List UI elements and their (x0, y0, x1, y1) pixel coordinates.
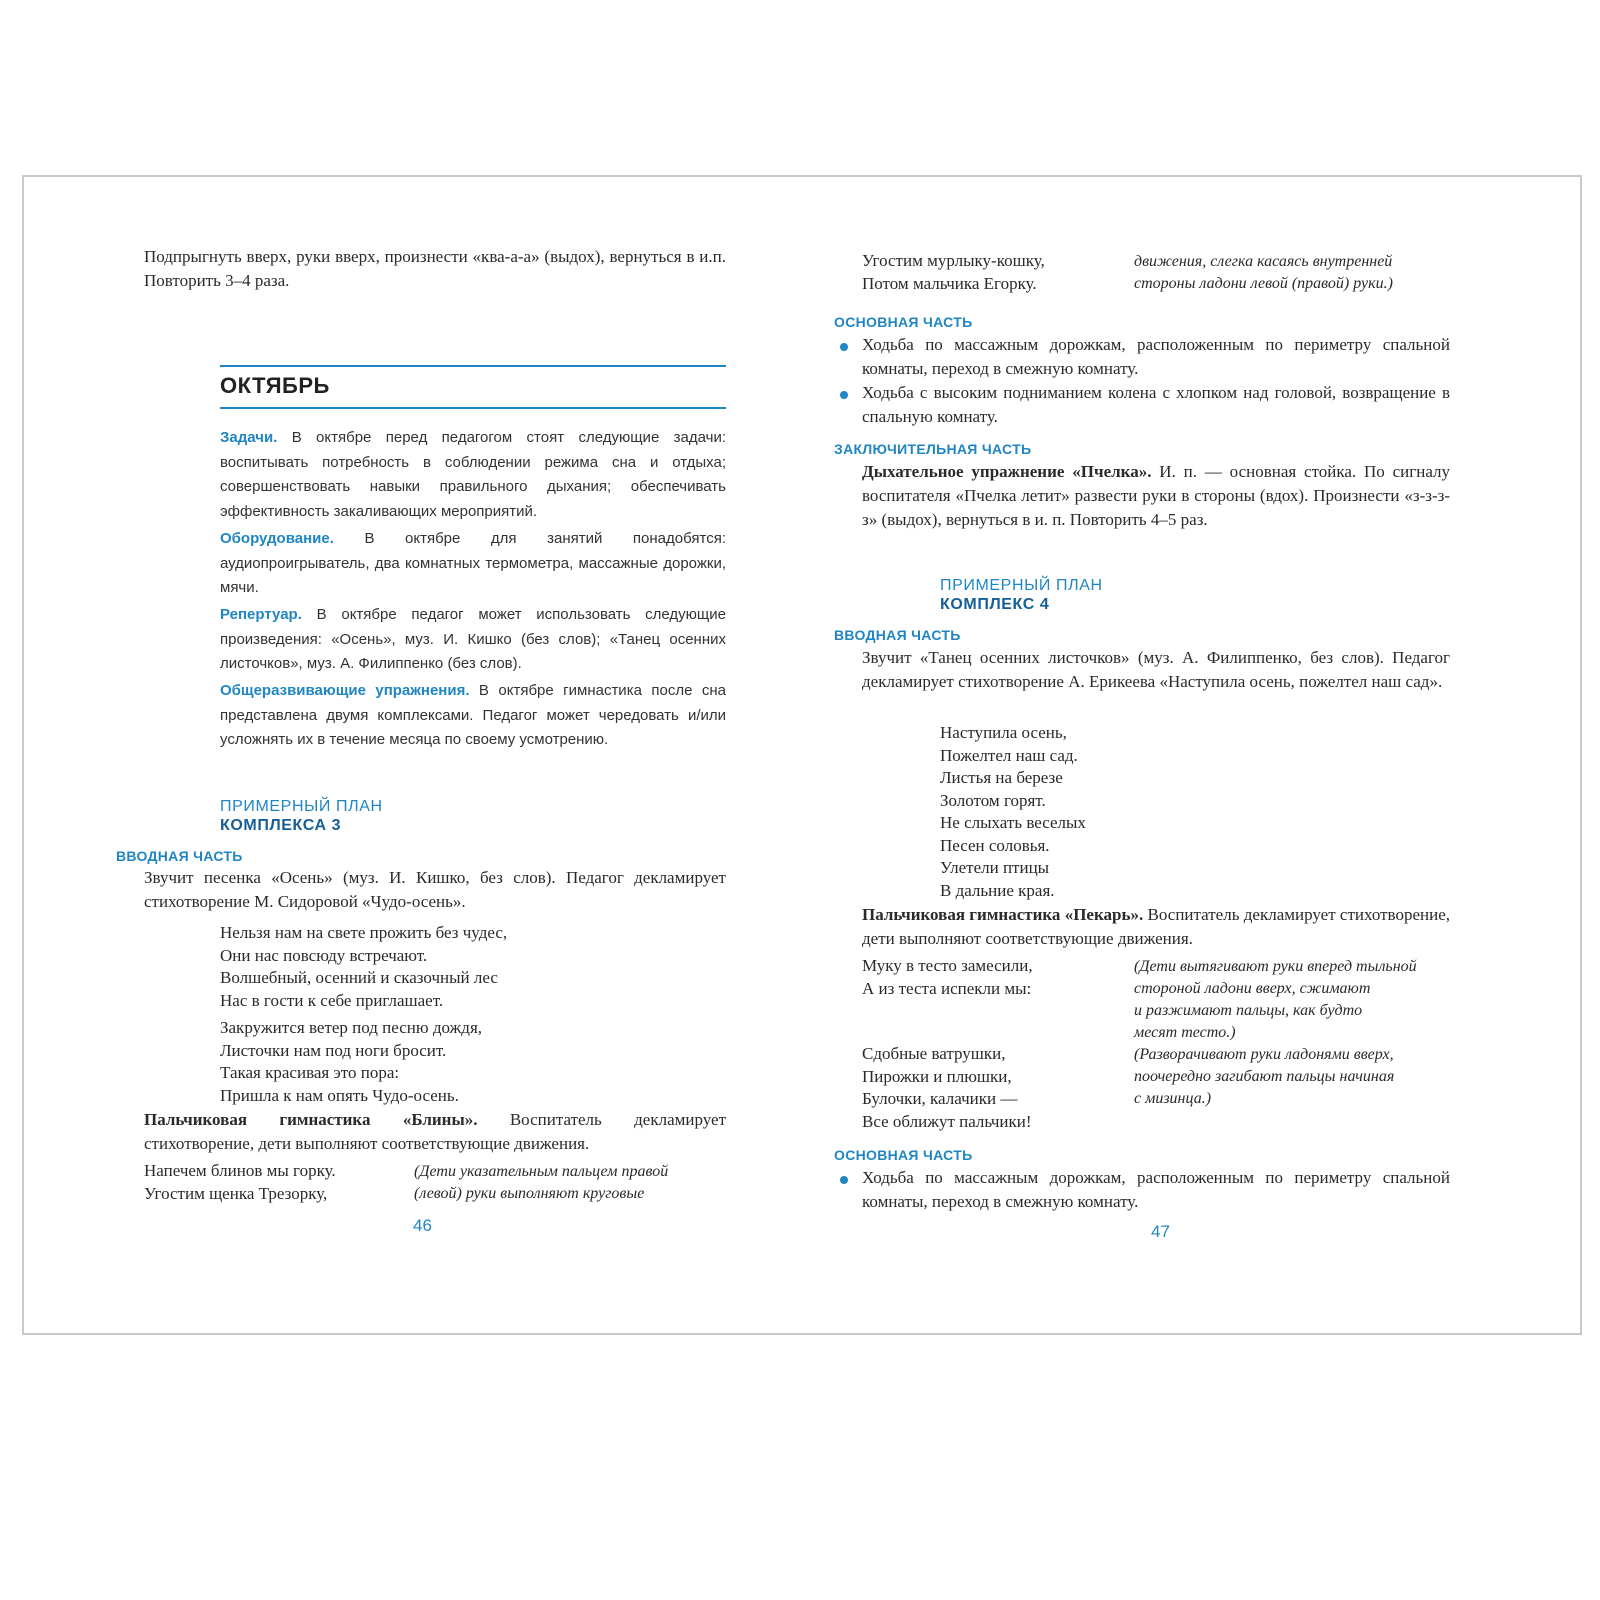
poem-line: Листочки нам под ноги бросит. (220, 1040, 447, 1060)
poem-line: Не слыхать веселых (940, 813, 1086, 832)
rhyme-line: Угостим щенка Трезорку, (144, 1183, 328, 1203)
note-line: (Разворачивают руки ладонями вверх, (1134, 1046, 1394, 1063)
note-line: месят тесто.) (1134, 1024, 1236, 1041)
rhyme-line: Сдобные ватрушки, (862, 1044, 1006, 1063)
rhyme-line: Булочки, калачики — (862, 1089, 1018, 1108)
exercises-paragraph (220, 679, 726, 753)
book-spread (22, 175, 1582, 1335)
finger-gym-note (414, 1161, 668, 1205)
poem-line: Пришла к нам опять Чудо-осень. (220, 1085, 459, 1105)
note-line: движения, слегка касаясь внутренней (1134, 253, 1393, 270)
intro-part-text: Звучит «Танец осенних листочков» (муз. А. Филиппенко, без слов). Педагог декламирует стихотворение А. Ерикеева «Наступила осень, пожелтел наш сад». (862, 648, 1450, 691)
plan-subtitle: КОМПЛЕКС 4 (940, 596, 1050, 613)
finger-gym-text: Воспитатель декламирует стихотворение, дети выполняют соответствующие движения. (144, 1110, 726, 1153)
repertoire-label: Репертуар. (220, 606, 302, 623)
bullet-icon (840, 1176, 848, 1184)
finger-gym-lines (144, 1160, 336, 1205)
tasks-paragraph (220, 426, 726, 524)
rhyme-line: Пирожки и плюшки, (862, 1066, 1012, 1086)
poem-line: Пожелтел наш сад. (940, 745, 1078, 765)
intro-part-label: ВВОДНАЯ ЧАСТЬ (834, 627, 961, 643)
exercises-label: Общеразвивающие упражнения. (220, 682, 470, 699)
poem-line: Волшебный, осенний и сказочный лес (220, 968, 498, 987)
exercises-text: В октябре гимнастика после сна представлена двумя комплексами. Педагог может чередовать и/или усложнять их в течение месяца по своему усмотрению. (220, 682, 726, 748)
poem-line: Песен соловья. (940, 835, 1050, 855)
poem-line: Улетели птицы (940, 858, 1050, 877)
tasks-label: Задачи. (220, 429, 278, 446)
plan-title: ПРИМЕРНЫЙ ПЛАН (220, 798, 383, 815)
finger-gym-paragraph (862, 903, 1450, 951)
bullet-icon (840, 391, 848, 399)
main-part-item-1: Ходьба по массажным дорожкам, расположенным по периметру спальной комнаты, переход в смежную комнату. (862, 335, 1450, 378)
intro-part-text: Звучит песенка «Осень» (муз. И. Кишко, без слов). Педагог декламирует стихотворение М. Сидоровой «Чудо-осень». (144, 868, 726, 911)
poem-line: Такая красивая это пора: (220, 1063, 400, 1082)
tasks-text: В октябре перед педагогом стоят следующие задачи: воспитывать потребность в соблюдении режима сна и отдыха; совершенствовать навыки правильного дыхания; обеспечивать эффективность закаливающих мероприятий. (220, 429, 726, 520)
finger-gym-text: Воспитатель декламирует стихотворение, дети выполняют соответствующие движения. (862, 905, 1450, 948)
rhyme-line: Все оближут пальчики! (862, 1111, 1032, 1131)
finger-gym-title: Пальчиковая гимнастика «Блины». (144, 1110, 478, 1129)
note-line: стороны ладони левой (правой) руки.) (1134, 275, 1393, 292)
note-line: поочередно загибают пальцы начиная (1134, 1068, 1395, 1085)
poem-line: Закружится ветер под песню дождя, (220, 1018, 483, 1037)
intro-paragraph: Подпрыгнуть вверх, руки вверх, произнести «ква-а-а» (выдох), вернуться в и.п. Повторить 3–4 раза. (144, 247, 726, 290)
main-part-label-2: ОСНОВНАЯ ЧАСТЬ (834, 1147, 973, 1163)
rhyme-line: Муку в тесто замесили, (862, 956, 1033, 975)
poem-line: Золотом горят. (940, 790, 1046, 810)
page-number-right: 47 (1151, 1222, 1170, 1241)
poem-stanza-2 (220, 1017, 482, 1107)
continued-rhyme-note (1134, 251, 1393, 295)
rhyme-line: Напечем блинов мы горку. (144, 1161, 336, 1180)
finger-gym-paragraph (144, 1108, 726, 1156)
equipment-text: В октябре для занятий понадобятся: аудиопроигрыватель, два комнатных термометра, массажные дорожки, мячи. (220, 530, 726, 596)
main-part-item-2: Ходьба с высоким подниманием колена с хлопком над головой, возвращение в спальную комнату. (862, 383, 1450, 426)
plan-subtitle: КОМПЛЕКСА 3 (220, 817, 342, 834)
note-line: с мизинца.) (1134, 1090, 1212, 1107)
left-page (24, 177, 804, 1333)
note-line: стороной ладони вверх, сжимают (1134, 980, 1371, 997)
finger-gym-lines-2 (862, 1043, 1032, 1133)
final-part-label: ЗАКЛЮЧИТЕЛЬНАЯ ЧАСТЬ (834, 441, 1032, 457)
heading-rule-bottom (220, 407, 726, 409)
poem-line: Нельзя нам на свете прожить без чудес, (220, 923, 508, 942)
month-heading: ОКТЯБРЬ (220, 373, 330, 398)
finger-gym-lines-1 (862, 955, 1033, 1000)
poem-line: Листья на березе (940, 768, 1063, 787)
intro-part-label: ВВОДНАЯ ЧАСТЬ (116, 848, 243, 864)
note-line: и разжимают пальцы, как будто (1134, 1002, 1363, 1019)
poem-line: Нас в гости к себе приглашает. (220, 990, 444, 1010)
main-part-2-item-1: Ходьба по массажным дорожкам, расположенным по периметру спальной комнаты, переход в смежную комнату. (862, 1168, 1450, 1211)
note-line: (левой) руки выполняют круговые (414, 1185, 645, 1202)
poem-line: Наступила осень, (940, 723, 1067, 742)
main-part-label: ОСНОВНАЯ ЧАСТЬ (834, 314, 973, 330)
right-page (804, 177, 1580, 1333)
breathing-title: Дыхательное упражнение «Пчелка». (862, 462, 1152, 481)
rhyme-line: Потом мальчика Егорку. (862, 273, 1037, 293)
bullet-icon (840, 343, 848, 351)
breathing-text: И. п. — основная стойка. По сигналу воспитателя «Пчелка летит» развести руки в стороны (вдох). Произнести «з-з-з-з» (выдох), вернуться в и. п. Повторить 4–5 раз. (862, 462, 1450, 529)
poem-line: В дальние края. (940, 880, 1055, 900)
repertoire-paragraph (220, 603, 726, 677)
equipment-paragraph (220, 527, 726, 601)
finger-gym-note-2 (1134, 1044, 1394, 1110)
page-number-left: 46 (413, 1216, 432, 1235)
equipment-label: Оборудование. (220, 530, 334, 547)
finger-gym-note-1 (1134, 956, 1417, 1044)
plan-title: ПРИМЕРНЫЙ ПЛАН (940, 577, 1103, 594)
breathing-paragraph (862, 460, 1450, 532)
note-line: (Дети указательным пальцем правой (414, 1163, 669, 1180)
heading-rule-top (220, 365, 726, 367)
rhyme-line: А из теста испекли мы: (862, 978, 1032, 998)
repertoire-text: В октябре педагог может использовать следующие произведения: «Осень», муз. И. Кишко (без слов); «Танец осенних листочков», муз. А. Филиппенко (без слов). (220, 606, 726, 672)
rhyme-line: Угостим мурлыку-кошку, (862, 251, 1045, 270)
note-line: (Дети вытягивают руки вперед тыльной (1134, 958, 1417, 975)
poem (940, 722, 1086, 902)
poem-stanza-1 (220, 922, 507, 1012)
poem-line: Они нас повсюду встречают. (220, 945, 428, 965)
continued-rhyme-lines (862, 250, 1045, 295)
finger-gym-title: Пальчиковая гимнастика «Пекарь». (862, 905, 1144, 924)
